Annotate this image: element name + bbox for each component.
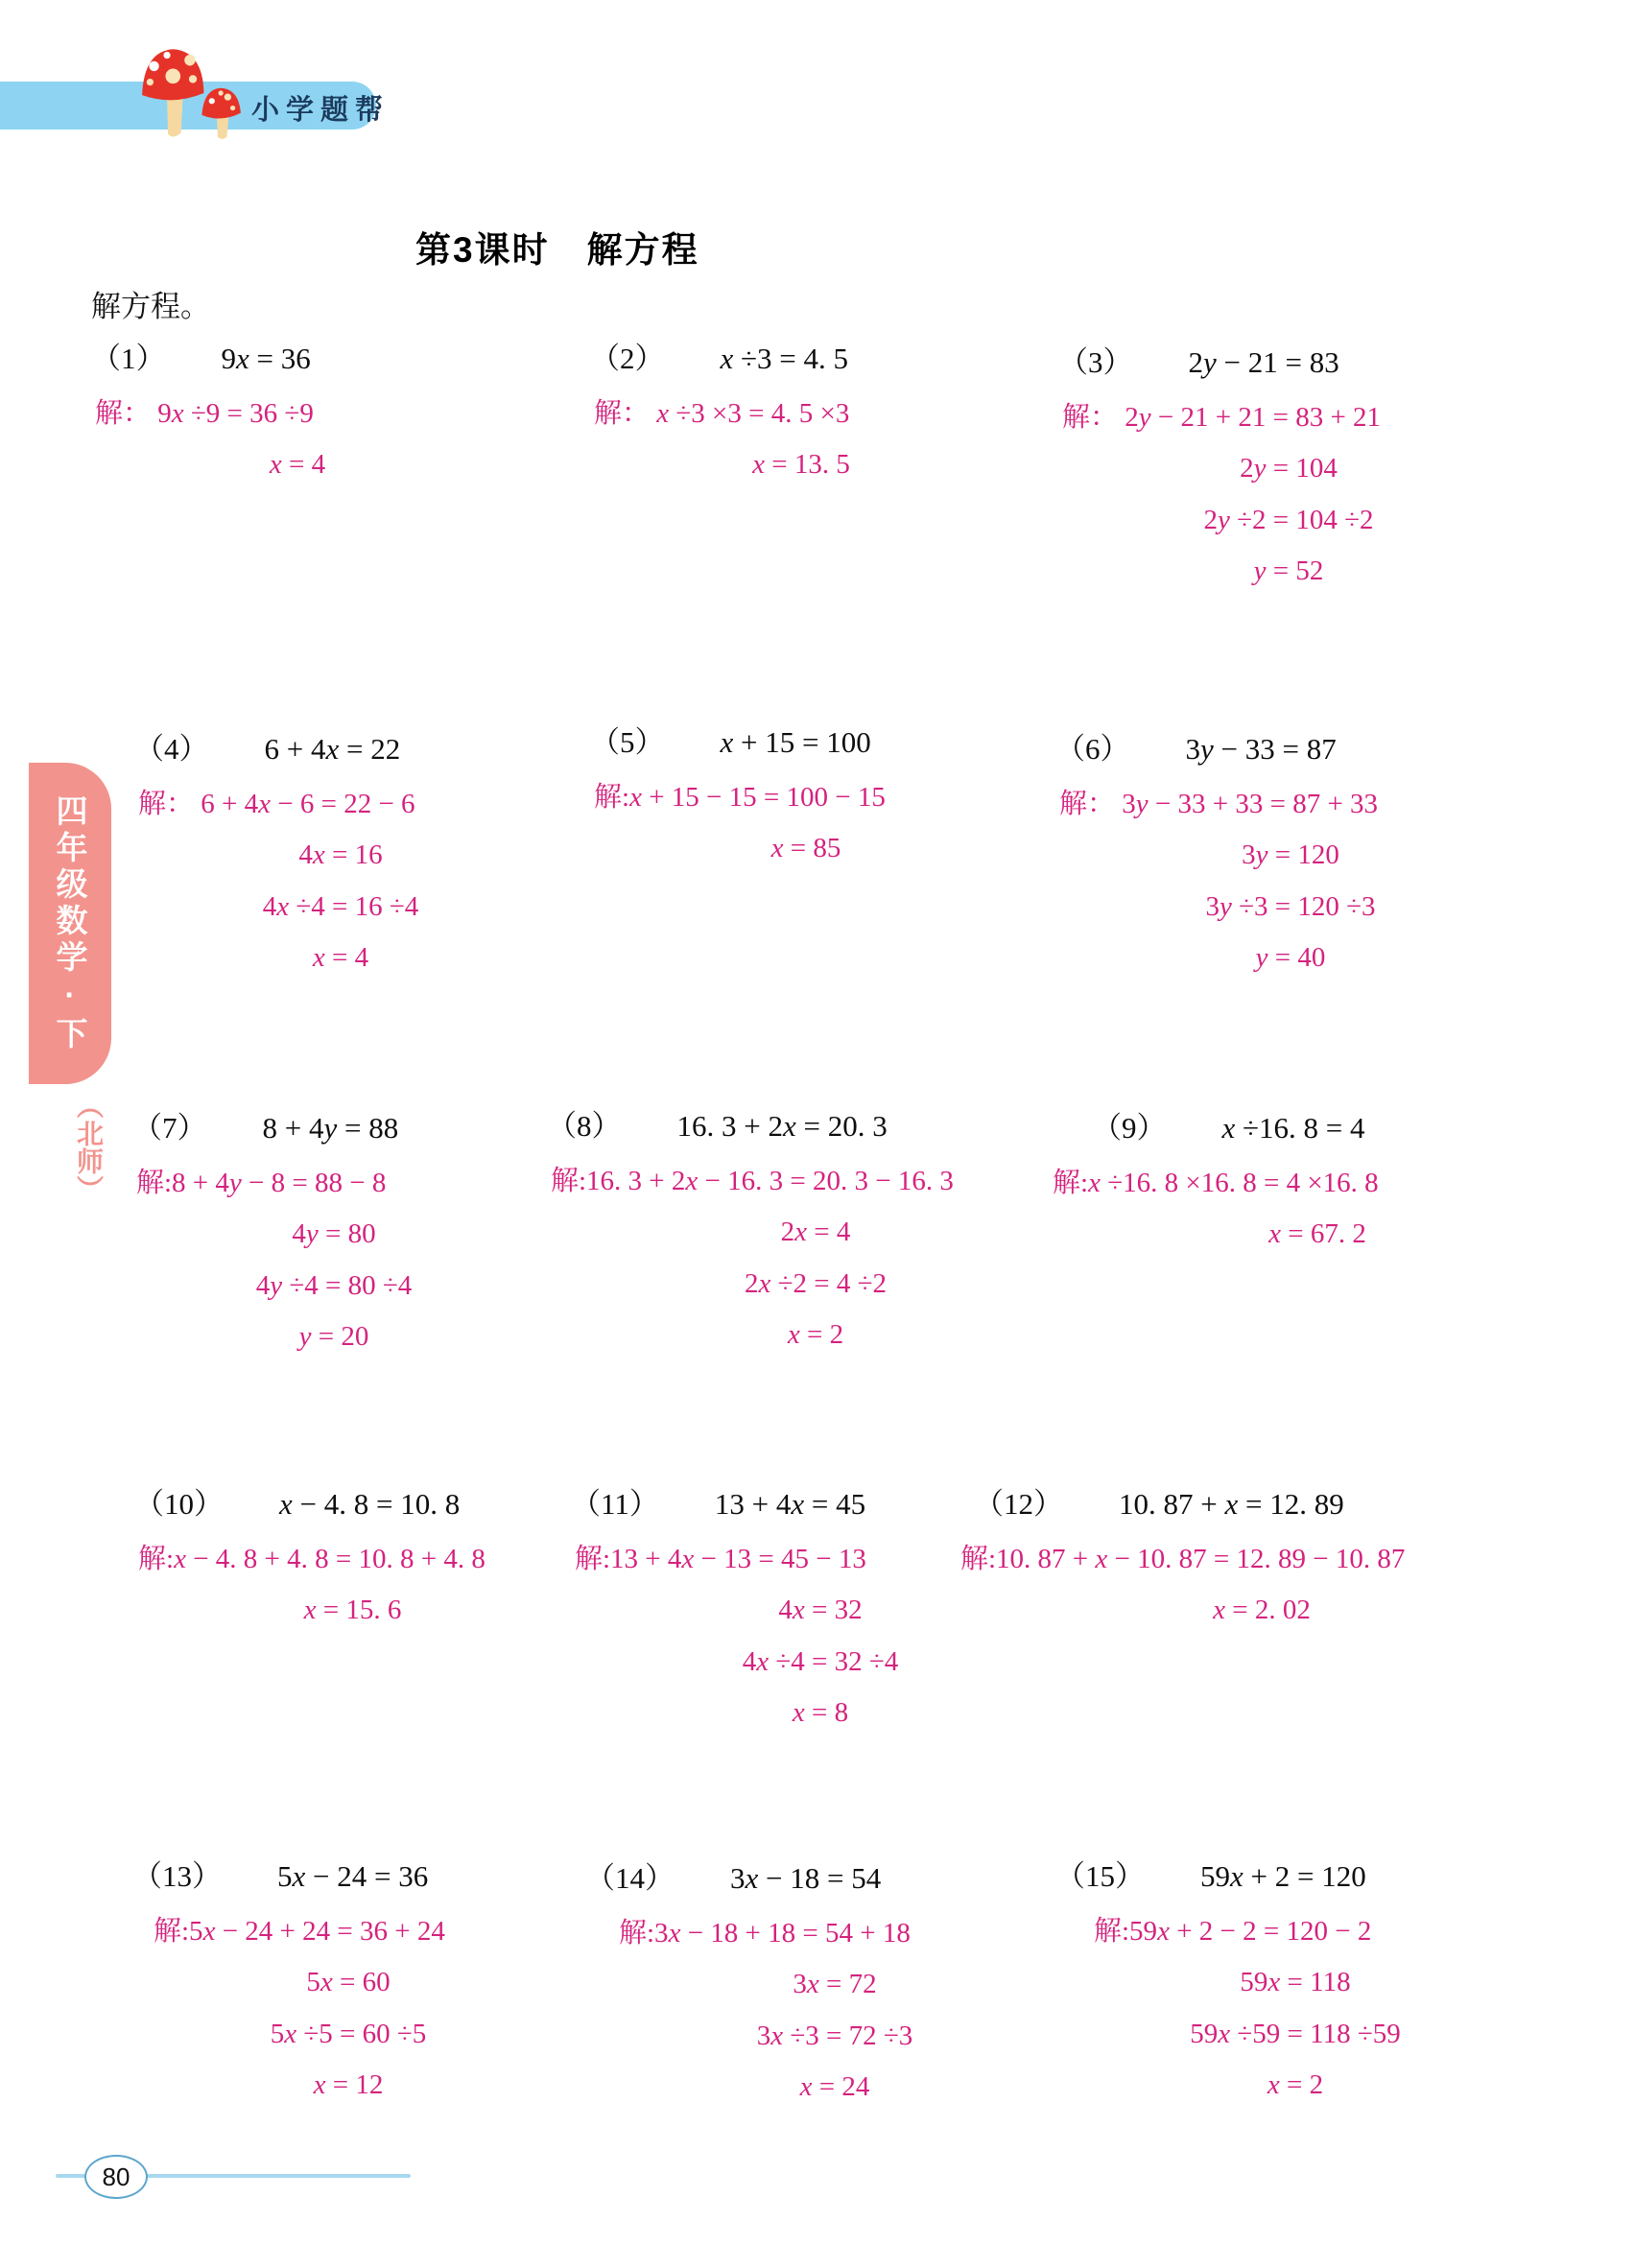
problem-number: （13）	[132, 1859, 222, 1893]
problem-7	[132, 1103, 535, 1354]
solution-step: y = 40	[1255, 941, 1326, 973]
problem-9	[1053, 1103, 1543, 1252]
problem-8	[547, 1101, 1084, 1352]
problem-5	[590, 718, 1022, 866]
page-number-badge	[84, 2155, 148, 2199]
solution-step: x = 8	[792, 1696, 849, 1728]
solution-step: 2x ÷2 = 4 ÷2	[744, 1267, 888, 1299]
solution-step: 4y = 80	[292, 1218, 376, 1250]
problem-number: （12）	[974, 1487, 1063, 1521]
page-title: 第3课时 解方程	[415, 230, 699, 270]
solution-step: 解:8 + 4y − 8 = 88 − 8	[136, 1168, 387, 1198]
solution-step: 解： 3y − 33 + 33 = 87 + 33	[1059, 789, 1379, 819]
solution-step: 解:13 + 4x − 13 = 45 − 13	[575, 1544, 866, 1574]
problem-1	[91, 334, 504, 483]
solution-step: 4x ÷4 = 16 ÷4	[262, 890, 419, 922]
problem-13	[132, 1852, 564, 2102]
problem-number: （10）	[134, 1487, 224, 1521]
solution-step: 4y ÷4 = 80 ÷4	[255, 1269, 413, 1301]
problem-equation: 10. 87 + x = 12. 89	[1119, 1487, 1344, 1521]
problem-3	[1058, 338, 1519, 588]
solution-step: x = 13. 5	[752, 449, 850, 481]
solution-step: 3y = 120	[1242, 839, 1339, 871]
solution-step: x = 2	[1267, 2068, 1324, 2100]
problem-number: （3）	[1058, 345, 1133, 379]
solution-step: 解： 9x ÷9 = 36 ÷9	[95, 398, 314, 429]
solution-step: 解:x + 15 − 15 = 100 − 15	[594, 782, 886, 813]
problem-14	[585, 1854, 1084, 2104]
solution-step: 5x = 60	[306, 1967, 391, 1998]
solution-step: 4x = 32	[778, 1595, 863, 1626]
problem-10	[134, 1479, 571, 1628]
solution-step: x = 67. 2	[1268, 1218, 1366, 1250]
problem-2	[590, 334, 1012, 483]
solution-step: 3y ÷3 = 120 ÷3	[1205, 890, 1376, 922]
problem-number: （7）	[132, 1111, 207, 1145]
side-tab-grade	[29, 763, 111, 1084]
problem-number: （6）	[1055, 732, 1130, 766]
solution-step: 3x ÷3 = 72 ÷3	[756, 2020, 913, 2051]
solution-step: 59x ÷59 = 118 ÷59	[1190, 2018, 1401, 2049]
solution-step: 5x ÷5 = 60 ÷5	[270, 2018, 427, 2049]
problem-equation: x ÷3 = 4. 5	[720, 342, 849, 375]
problem-number: （5）	[590, 725, 665, 759]
solution-step: 解:10. 87 + x − 10. 87 = 12. 89 − 10. 87	[960, 1544, 1406, 1574]
problem-equation: x + 15 = 100	[720, 725, 871, 759]
solution-step: y = 52	[1253, 555, 1324, 586]
problem-number: （9）	[1092, 1111, 1167, 1145]
solution-step: 解:59x + 2 − 2 = 120 − 2	[1094, 1916, 1372, 1947]
solution-step: x = 15. 6	[303, 1595, 402, 1626]
solution-step: x = 12	[313, 2068, 384, 2100]
problem-equation: x ÷16. 8 = 4	[1221, 1111, 1365, 1145]
solution-step: y = 20	[298, 1320, 369, 1352]
problem-6	[1055, 724, 1526, 975]
solution-step: 解： 6 + 4x − 6 = 22 − 6	[138, 789, 415, 819]
solution-step: x = 2	[787, 1318, 844, 1350]
problem-equation: x − 4. 8 = 10. 8	[279, 1487, 461, 1521]
side-tab-label: 四年级数学·下	[52, 793, 88, 1053]
problem-number: （15）	[1055, 1859, 1145, 1893]
solution-step: 解:5x − 24 + 24 = 36 + 24	[154, 1916, 445, 1947]
solution-step: 4x ÷4 = 32 ÷4	[742, 1645, 899, 1677]
solution-step: 2y ÷2 = 104 ÷2	[1203, 504, 1374, 535]
problem-4	[134, 724, 547, 975]
problem-equation: 16. 3 + 2x = 20. 3	[676, 1109, 888, 1143]
solution-step: 解： 2y − 21 + 21 = 83 + 21	[1062, 402, 1382, 433]
problem-equation: 5x − 24 = 36	[277, 1859, 429, 1893]
problem-equation: 13 + 4x = 45	[714, 1487, 866, 1521]
problem-equation: 6 + 4x = 22	[264, 732, 401, 766]
brand-title: 小学题帮	[251, 95, 391, 126]
problem-equation: 59x + 2 = 120	[1200, 1859, 1366, 1893]
solution-step: 解： x ÷3 ×3 = 4. 5 ×3	[594, 398, 850, 429]
solution-step: x = 85	[770, 833, 841, 864]
solution-step: x = 24	[799, 2070, 870, 2102]
solution-step: 解:x ÷16. 8 ×16. 8 = 4 ×16. 8	[1053, 1168, 1379, 1198]
problem-15	[1055, 1852, 1535, 2102]
solution-step: 2y = 104	[1240, 453, 1338, 484]
solution-step: 解:3x − 18 + 18 = 54 + 18	[619, 1918, 911, 1949]
solution-step: 3x = 72	[793, 1969, 877, 2000]
solution-step: 59x = 118	[1240, 1967, 1351, 1998]
problem-equation: 3y − 33 = 87	[1185, 732, 1337, 766]
solution-step: x = 4	[312, 941, 369, 973]
problem-equation: 9x = 36	[221, 342, 311, 375]
problem-number: （1）	[91, 342, 166, 375]
side-tab-publisher: （北师）	[74, 1092, 104, 1203]
solution-step: x = 2. 02	[1213, 1595, 1311, 1626]
problem-number: （8）	[547, 1109, 622, 1143]
problem-12	[960, 1479, 1550, 1628]
mushrooms-icon	[140, 36, 244, 150]
instruction-text: 解方程。	[91, 290, 210, 323]
problem-number: （11）	[571, 1487, 659, 1521]
page-number: 80	[102, 2162, 130, 2191]
problem-equation: 3x − 18 = 54	[730, 1861, 882, 1895]
solution-step: x = 4	[269, 449, 326, 481]
solution-step: 解:16. 3 + 2x − 16. 3 = 20. 3 − 16. 3	[551, 1166, 954, 1196]
problem-number: （2）	[590, 342, 665, 375]
problem-number: （14）	[585, 1861, 675, 1895]
problem-equation: 8 + 4y = 88	[262, 1111, 399, 1145]
problem-number: （4）	[134, 732, 209, 766]
solution-step: 2x = 4	[780, 1217, 851, 1248]
solution-step: 4x = 16	[298, 839, 383, 871]
solution-step: 解:x − 4. 8 + 4. 8 = 10. 8 + 4. 8	[138, 1544, 485, 1574]
problem-equation: 2y − 21 = 83	[1188, 345, 1339, 379]
